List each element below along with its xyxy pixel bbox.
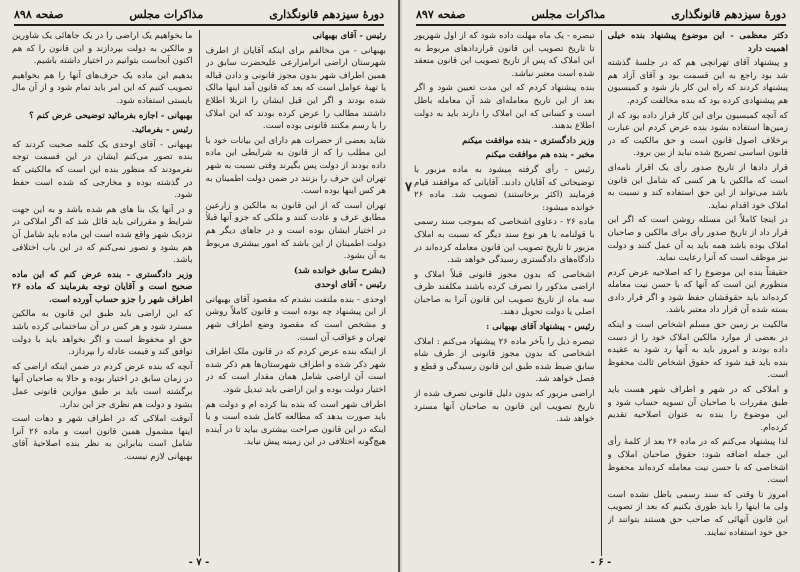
paragraph: که این اراضی باید طبق این قانون به مالکین مسترد شود و هر کس در آن ساختمانی کرده باشد حق او محفوظ است و اگر بخواهد باید با دولت توافق کند و قیمت عادله را بپردازد.	[12, 309, 193, 358]
paragraph: ماده ۲۶ - دعاوی اشخاصی که بموجب سند رسمی با قولنامه یا هر نوع سند دیگر که نسبت به املاک مزبور تا تاریخ تصویب این قانون معامله کرده‌اند در دادگاه‌های دادگستری رسیدگی خواهد شد.	[414, 217, 595, 266]
speaker-line: رئیس - آقای بهبهانی	[312, 31, 386, 41]
paragraph: بنده پیشنهاد کردم که این مدت تعیین شود و اگر بعد از این تاریخ معامله‌ای شد آن معامله باطل است و کسانی که این املاک را دارند باید به دولت اطلاع بدهند.	[414, 83, 595, 132]
speaker-line: وزیر دادگستری - بنده موافقت میکنم	[462, 135, 595, 146]
speaker-line: وزیر دادگستری - بنده عرض کنم که این ماده صحیح است و آقایان توجه بفرمایند که ماده ۲۶ اطراف شهر را جزو حساب آورده است.	[12, 269, 193, 305]
speaker-line: دکتر معظمی - این موضوع پیشنهاد بنده خیلی اهمیت دارد	[607, 31, 788, 54]
paragraph: اطراف شهر است که بنده بنا کرده ام و دولت هم باید صورت بدهد که مطالعه کامل شده است و یا اینکه در این قانون صراحت بیشتری بیاید تا در آینده هیچ‌گونه اختلافی در این زمینه پیش نیاید.	[205, 399, 386, 448]
paragraph: اراضی مزبور که بدون دلیل قانونی تصرف شده از تاریخ تصویب این قانون به صاحبان آنها مسترد خواهد شد.	[414, 389, 595, 425]
text-columns	[12, 30, 386, 556]
left-column	[414, 30, 595, 556]
paragraph: و پیشنهاد آقای تهرانچی هم که در جلسهٔ گذشته شد بود راجع به این قسمت بود و آقای آزاد هم پیشنهاد کردند که راه این کار باز شود و کمیسیون هم پیشنهادی کرده بود که بنده مخالفت کردم.	[607, 58, 788, 106]
speaker-line: (بشرح سابق خوانده شد)	[293, 265, 386, 276]
paragraph: و در آنها یک بنا های هم شده باشد و به این جهت شرایط و مقرراتی باید قائل شد که اگر املاکی در نزدیک شهر واقع شده است این ماده باید شامل آن هم بشود و تصور نمی‌کنم که در این باب اختلافی باشد.	[12, 204, 193, 266]
right-column	[206, 30, 387, 556]
speaker-line: مخبر - بنده هم موافقت میکنم	[485, 150, 595, 161]
paragraph: ما بخواهیم یک اراضی را در یک جاهائی یک شاورین و مالکین به دولت بپردازند و این قانون را که هم اکنون آنجاست بتوانیم در اختیار داشته باشیم.	[12, 31, 193, 67]
page-header	[416, 4, 786, 26]
paragraph: لذا پیشنهاد می‌کنم که در ماده ۲۶ بعد از کلمهٔ رأی این جمله اضافه شود: حقوق صاحبان املاک و اشخاصی که با حسن نیت معامله کرده‌اند محفوظ است.	[607, 437, 788, 486]
session-title: دورهٔ سیزدهم قانونگذاری	[269, 7, 384, 21]
speaker-line: رئیس - آقای اوحدی	[314, 280, 386, 291]
paragraph: تبصره - یک ماه مهلت داده شود که از اول شهریور تا تاریخ تصویب این قانون قرارداد‌های مربوط به این املاک که پس از تاریخ تصویب این قانون منعقد شده است معتبر نباشد.	[414, 31, 595, 79]
paragraph: اوحدی - بنده ملتفت نشدم که مقصود آقای بهبهانی از این پیشنهاد چه بوده است و قانون کاملاً روشن و مشخص است که مقصود وضع اطراف شهر تهران و عواقب آن است.	[205, 294, 386, 343]
page-footer: - ۶ -	[590, 557, 612, 568]
paragraph: قرار دادها از تاریخ صدور رأی یک اقرار نامه‌ای است که مالکین یا هر کسی که شامل این قانون باشد می‌تواند از این حق استفاده کند و نسبت به املاک خود اقدام نماید.	[607, 162, 788, 211]
journal-title: مذاکرات مجلس	[129, 7, 204, 21]
session-title: دورهٔ سیزدهم قانونگذاری	[671, 7, 786, 21]
left-column	[12, 30, 193, 556]
page-number: صفحه ۸۹۷	[416, 7, 466, 21]
paragraph: حقیقتاً بنده این موضوع را که اصلاحیه عرض کردم منظورم این است که آنها که با حسن نیت معامله کرده‌اند باید حقوقشان حفظ شود و اگر قرار دادی بسته شده آن قرار داد معتبر باشد.	[607, 267, 788, 316]
journal-title: مذاکرات مجلس	[531, 7, 606, 21]
text-columns	[414, 30, 788, 556]
page-number: صفحه ۸۹۸	[14, 7, 64, 21]
paragraph: تبصره ذیل را بآخر ماده ۲۶ پیشنهاد می‌کنم : املاک اشخاصی که بدون مجوز قانونی از طرف شاه سابق ضبط شده طبق این قانون رسیدگی و قطع و فصل خواهد شد.	[414, 336, 595, 385]
paragraph: بهبهانی - آقای اوحدی یک کلمه صحبت کردند که بنده تصور می‌کنم ایشان در این قسمت توجه نفرمودند که منظور بنده این است که مالکیتی که در گذشته بوده و مخارجی که شده است حفظ شود.	[12, 139, 193, 201]
paragraph: مالکیت بر زمین حق مسلم اشخاص است و اینکه در بعضی از موارد مالکین املاک خود را از دست داده بودند و امروز باید به آنها رد شود به عقیده بنده باید قید شود که حقوق اشخاص ثالث محفوظ است.	[607, 320, 788, 381]
paragraph: بهبهانی - من مخالفم برای اینکه آقایان از اطرف شهرستان اراضی انرامزارعی علیحضرت سابق در همین اطراف شهر بدون مجوز قانونی و دادن قباله یا تهیهٔ عوامل است که بعد که قانون آمد اینها مالک شده بودند و اگر این قبل ایشان را انزبلا اطلاع داشتند مطالب را عرض کرده بودند که این املاک را با رسم مکنند قانونی بوده است.	[205, 45, 386, 132]
paragraph: که آنچه کمیسیون برای این کار قرار داده بود که از زمین‌ها استفاده بشود بنده عرض کردم این عبارت برخلاف اصول قانون است و حق مالکیت که در قانون اساسی تصریح شده نباید از بین برود.	[607, 110, 788, 159]
paragraph: در اینجا کاملاً این مسئله روشن است که اگر این قرار داد از تاریخ صدور رأی برای مالکین و صاحبان املاک بوده باشد همه باید به آن عمل کنند و دولت نیز موظف است که آنرا رعایت نماید.	[607, 215, 788, 264]
speaker-line: رئیس - پیشنهاد آقای بهبهانی :	[486, 322, 595, 333]
margin-mark: ۷	[405, 180, 412, 195]
paragraph: تهران است که از این قانون به مالکین و زارعین مطابق عرف و عادت کنند و ملکی که جزو آنها قبلاً در اختیار ایشان بوده است و در جاهای دیگر هم دولت اطمینان از این باشد که امور بیشتری مربوط به آن بشود.	[205, 200, 386, 262]
speaker-line: بهبهانی - اجازه بفرمائید توضیحی عرض کنم ؟	[29, 110, 193, 121]
page-header	[14, 4, 384, 26]
paragraph: بدهیم این ماده یک حرف‌های آنها را هم بخواهیم تصویب کنیم که این امر باید تمام شود و از آن مال بایستی استفاده شود.	[12, 70, 193, 106]
right-column	[608, 30, 789, 556]
page-footer: - ۷ -	[188, 557, 210, 568]
column-divider	[601, 30, 602, 556]
paragraph: شاید بعضی از حضرات هم دارای این بیانات خود با این مطلب را که از قانون به شرایطی این ماده داده بودند از دولت پس بگیرند وقتی نسبت به شهر تهران این حرف را بزنند در ضمن دولت اطمینان به هر کس اینها بوده است.	[205, 135, 386, 197]
paragraph: و املاکی که در شهر و اطراف شهر هست باید طبق مقررات با صاحبان آن تسویه حساب شود و این موضوع را بنده به عنوان اصلاحیه تقدیم کرده‌ام.	[607, 385, 788, 433]
paragraph: از اینکه بنده عرض کردم که در قانون ملک اطراف شهر ذکر شده و اطراف شهرستان‌ها هم ذکر شده است آن اراضی شامل همان مقدار است که در اختیار دولت بوده و این اراضی باید تبدیل شود.	[205, 347, 386, 396]
speaker-line: رئیس - بفرمائید.	[131, 125, 193, 136]
paragraph: آنچه که بنده عرض کردم در ضمن اینکه اراضی که در زمان سابق در اختیار بوده و حالا به صاحبان آنها برگشته است باید بر طبق موازین قانونی عمل بشود و دولت هم نظری جز این ندارد.	[12, 361, 193, 410]
paragraph: اشخاصی که بدون مجوز قانونی قبلاً املاک و اراضی مذکور را تصرف کرده باشند مکلفند ظرف سه ماه از تاریخ تصویب این قانون آنرا به صاحبان اصلی یا دولت تحویل دهند.	[414, 269, 595, 318]
paragraph: امروز تا وقتی که سند رسمی باطل نشده است ولی ما اینها را باید طوری بکنیم که بعد از تصویب این قانون آنهائی که صاحب حق هستند بتوانند از حق خود استفاده نمایند.	[607, 489, 788, 538]
right-page	[402, 0, 800, 572]
paragraph: رئیس - رأی گرفته میشود به ماده مزبور با توضیحاتی که آقایان دادند. آقایانی که موافقند قیام فرمایند (اکثر برخاستند) تصویب شد. ماده ۲۶ خوانده میشود:	[414, 164, 595, 213]
paragraph: آنوقت املاکی که در اطراف شهر و دهات است اینها مشمول همین قانون است و ماده ۲۶ آنرا شامل است بنابراین به نظر بنده اصلاحیهٔ آقای بهبهانی لازم نیست.	[12, 414, 193, 462]
column-divider	[199, 30, 200, 556]
